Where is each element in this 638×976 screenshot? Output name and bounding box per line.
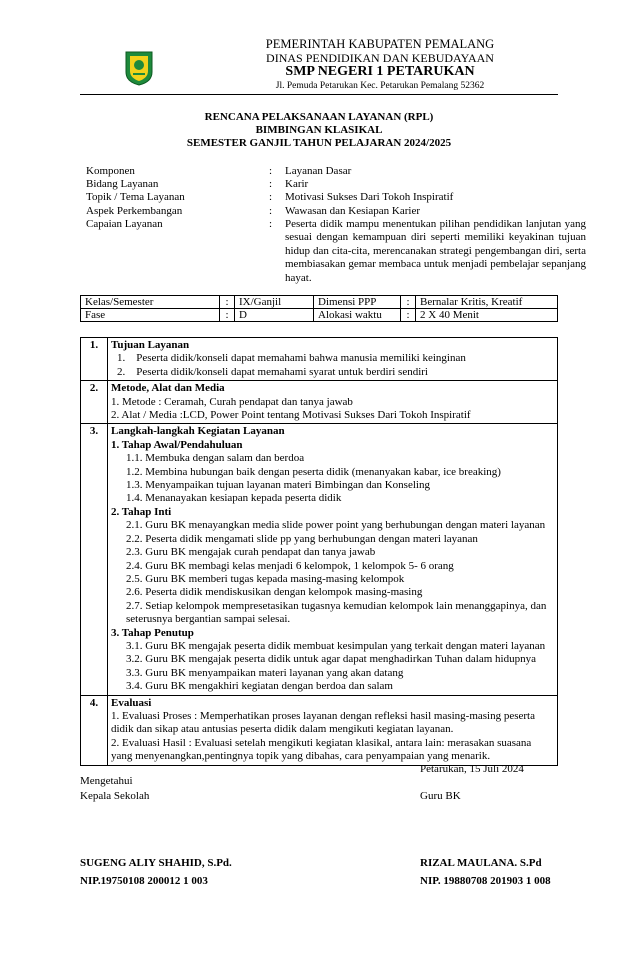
list-item: 1.2. Membina hubungan baik dengan peserta didik (menanyakan kabar, ice breaking) bbox=[126, 465, 501, 478]
section-number: 2. bbox=[81, 381, 108, 424]
table-cell: : bbox=[220, 309, 235, 322]
subsection-title: 3. Tahap Penutup bbox=[111, 626, 194, 639]
info-row-aspek bbox=[86, 205, 586, 218]
service-plan-table bbox=[80, 337, 558, 766]
header-divider bbox=[80, 94, 558, 95]
section-title: Metode, Alat dan Media bbox=[111, 382, 225, 395]
list-item: 2. Evaluasi Hasil : Evaluasi setelah mengikuti kegiatan klasikal, antara lain: merasakan suasana yang menyenangkan,pentingnya topik yang dibahas, cara penyampaian yang menarik. bbox=[111, 736, 532, 763]
table-cell: : bbox=[401, 296, 416, 309]
info-label: Capaian Layanan bbox=[86, 217, 163, 230]
pemalang-emblem-icon bbox=[124, 50, 154, 86]
section-title: Evaluasi bbox=[111, 696, 152, 709]
header-government-line: PEMERINTAH KABUPATEN PEMALANG bbox=[265, 37, 495, 51]
subsection-title: 1. Tahap Awal/Pendahuluan bbox=[111, 438, 243, 451]
table-cell: 2 X 40 Menit bbox=[416, 309, 558, 322]
info-value: Motivasi Sukses Dari Tokoh Inspiratif bbox=[285, 191, 454, 204]
counselor-role: Guru BK bbox=[420, 790, 461, 802]
list-item: 1.3. Menyampaikan tujuan layanan materi Bimbingan dan Konseling bbox=[126, 479, 430, 492]
table-row bbox=[81, 296, 558, 309]
table-row bbox=[81, 424, 558, 695]
list-item: 2.7. Setiap kelompok mempresetasikan tugasnya kemudian kelompok lain menanggapinya, dan seterusnya bergantian sampai selesai. bbox=[126, 599, 547, 626]
section-title: Tujuan Layanan bbox=[111, 339, 190, 351]
table-cell: Alokasi waktu bbox=[314, 309, 401, 322]
list-item: 2. Alat / Media :LCD, Power Point tentang Motivasi Sukses Dari Tokoh Inspiratif bbox=[111, 409, 471, 422]
table-cell: : bbox=[401, 309, 416, 322]
list-item: 1. Metode : Ceramah, Curah pendapat dan tanya jawab bbox=[111, 395, 353, 408]
table-row bbox=[81, 381, 558, 424]
section-number: 3. bbox=[81, 424, 108, 695]
table-cell: Kelas/Semester bbox=[81, 296, 220, 309]
list-item: 1. Evaluasi Proses : Memperhatikan proses layanan dengan refleksi hasil masing-masing peserta didik dan sikap atau antusias peserta didik dalam mengikuti kegiatan layanan. bbox=[111, 709, 535, 736]
document-title: RENCANA PELAKSANAAN LAYANAN (RPL) bbox=[204, 111, 434, 123]
document-subtitle: BIMBINGAN KLASIKAL bbox=[255, 124, 383, 136]
info-colon: : bbox=[269, 165, 273, 177]
section-cell bbox=[108, 381, 558, 424]
principal-nip: NIP.19750108 200012 1 003 bbox=[80, 875, 208, 887]
section-title: Langkah-langkah Kegiatan Layanan bbox=[111, 425, 285, 438]
info-row-topik bbox=[86, 191, 586, 204]
class-info-table bbox=[80, 295, 558, 322]
list-item: 2.1. Guru BK menayangkan media slide power point yang berhubungan dengan materi layanan bbox=[126, 519, 546, 532]
principal-name: SUGENG ALIY SHAHID, S.Pd. bbox=[80, 857, 232, 869]
counselor-name: RIZAL MAULANA. S.Pd bbox=[420, 857, 542, 869]
info-colon: : bbox=[269, 178, 273, 191]
table-row bbox=[81, 695, 558, 765]
info-row-bidang bbox=[86, 178, 586, 191]
list-item: 2.5. Guru BK memberi tugas kepada masing-masing kelompok bbox=[126, 572, 405, 585]
info-value: Wawasan dan Kesiapan Karier bbox=[285, 204, 421, 217]
section-number: 4. bbox=[81, 695, 108, 765]
list-item: 3.2. Guru BK mengajak peserta didik untuk agar dapat menghadirkan Tuhan dalam hidupnya bbox=[126, 653, 536, 666]
subsection-title: 2. Tahap Inti bbox=[111, 505, 172, 518]
table-cell: Fase bbox=[81, 309, 220, 322]
info-colon: : bbox=[269, 204, 273, 217]
info-value: Karir bbox=[285, 178, 309, 191]
info-colon: : bbox=[269, 191, 273, 204]
table-cell: IX/Ganjil bbox=[235, 296, 314, 309]
principal-role: Kepala Sekolah bbox=[80, 790, 150, 802]
list-item: 2.3. Guru BK mengajak curah pendapat dan tanya jawab bbox=[126, 546, 376, 559]
table-cell: D bbox=[235, 309, 314, 322]
info-label: Komponen bbox=[86, 165, 135, 177]
header-address: Jl. Pemuda Petarukan Kec. Petarukan Pemalang 52362 bbox=[275, 81, 485, 91]
table-row bbox=[81, 309, 558, 322]
list-item: 2.6. Peserta didik mendiskusikan dengan kelompok masing-masing bbox=[126, 586, 423, 599]
list-item: 1.4. Menanayakan kesiapan kepada peserta didik bbox=[126, 492, 342, 505]
list-item: 2.4. Guru BK membagi kelas menjadi 6 kelompok, 1 kelompok 5- 6 orang bbox=[126, 559, 454, 572]
info-row-capaian bbox=[86, 218, 586, 286]
list-item: 3.3. Guru BK menyampaikan materi layanan yang akan datang bbox=[126, 666, 404, 679]
info-colon: : bbox=[269, 217, 273, 230]
info-label: Topik / Tema Layanan bbox=[86, 191, 185, 204]
acknowledged-label: Mengetahui bbox=[80, 775, 133, 787]
list-item: 2. Peserta didik/konseli dapat memahami syarat untuk berdiri sendiri bbox=[117, 365, 428, 378]
document-semester: SEMESTER GANJIL TAHUN PELAJARAN 2024/2025 bbox=[186, 137, 452, 149]
list-item: 2.2. Peserta didik mengamati slide pp yang berhubungan dengan materi layanan bbox=[126, 532, 478, 545]
table-row bbox=[81, 338, 558, 381]
table-cell: Bernalar Kritis, Kreatif bbox=[416, 296, 558, 309]
list-item: 1. Peserta didik/konseli dapat memahami bahwa manusia memiliki keinginan bbox=[117, 352, 466, 365]
table-cell: : bbox=[220, 296, 235, 309]
info-block bbox=[86, 165, 586, 285]
info-value: Peserta didik mampu menentukan pilihan pendidikan lanjutan yang sesuai dengan kemampuan diri seperti memiliki keyakinan tujuan hidup dan cita-cita, merencanakan strategi pengembangan diri, serta membiasakan gemar membaca untuk menjadi pembelajar sepanjang hayat. bbox=[285, 217, 586, 284]
info-label: Aspek Perkembangan bbox=[86, 204, 183, 217]
section-cell bbox=[108, 338, 558, 381]
list-item: 3.4. Guru BK mengakhiri kegiatan dengan berdoa dan salam bbox=[126, 680, 393, 693]
info-value: Layanan Dasar bbox=[285, 165, 352, 177]
section-cell bbox=[108, 695, 558, 765]
header-school-name: SMP NEGERI 1 PETARUKAN bbox=[285, 64, 475, 79]
list-item: 3.1. Guru BK mengajak peserta didik membuat kesimpulan yang terkait dengan materi layanan bbox=[126, 639, 546, 652]
header-department-line: DINAS PENDIDIKAN DAN KEBUDAYAAN bbox=[266, 51, 494, 65]
table-cell: Dimensi PPP bbox=[314, 296, 401, 309]
info-row-komponen bbox=[86, 165, 586, 178]
place-date: Petarukan, 15 Juli 2024 bbox=[420, 763, 524, 775]
counselor-nip: NIP. 19880708 201903 1 008 bbox=[420, 875, 551, 887]
info-label: Bidang Layanan bbox=[86, 178, 159, 191]
section-cell bbox=[108, 424, 558, 695]
list-item: 1.1. Membuka dengan salam dan berdoa bbox=[126, 452, 305, 465]
section-number: 1. bbox=[81, 338, 108, 381]
